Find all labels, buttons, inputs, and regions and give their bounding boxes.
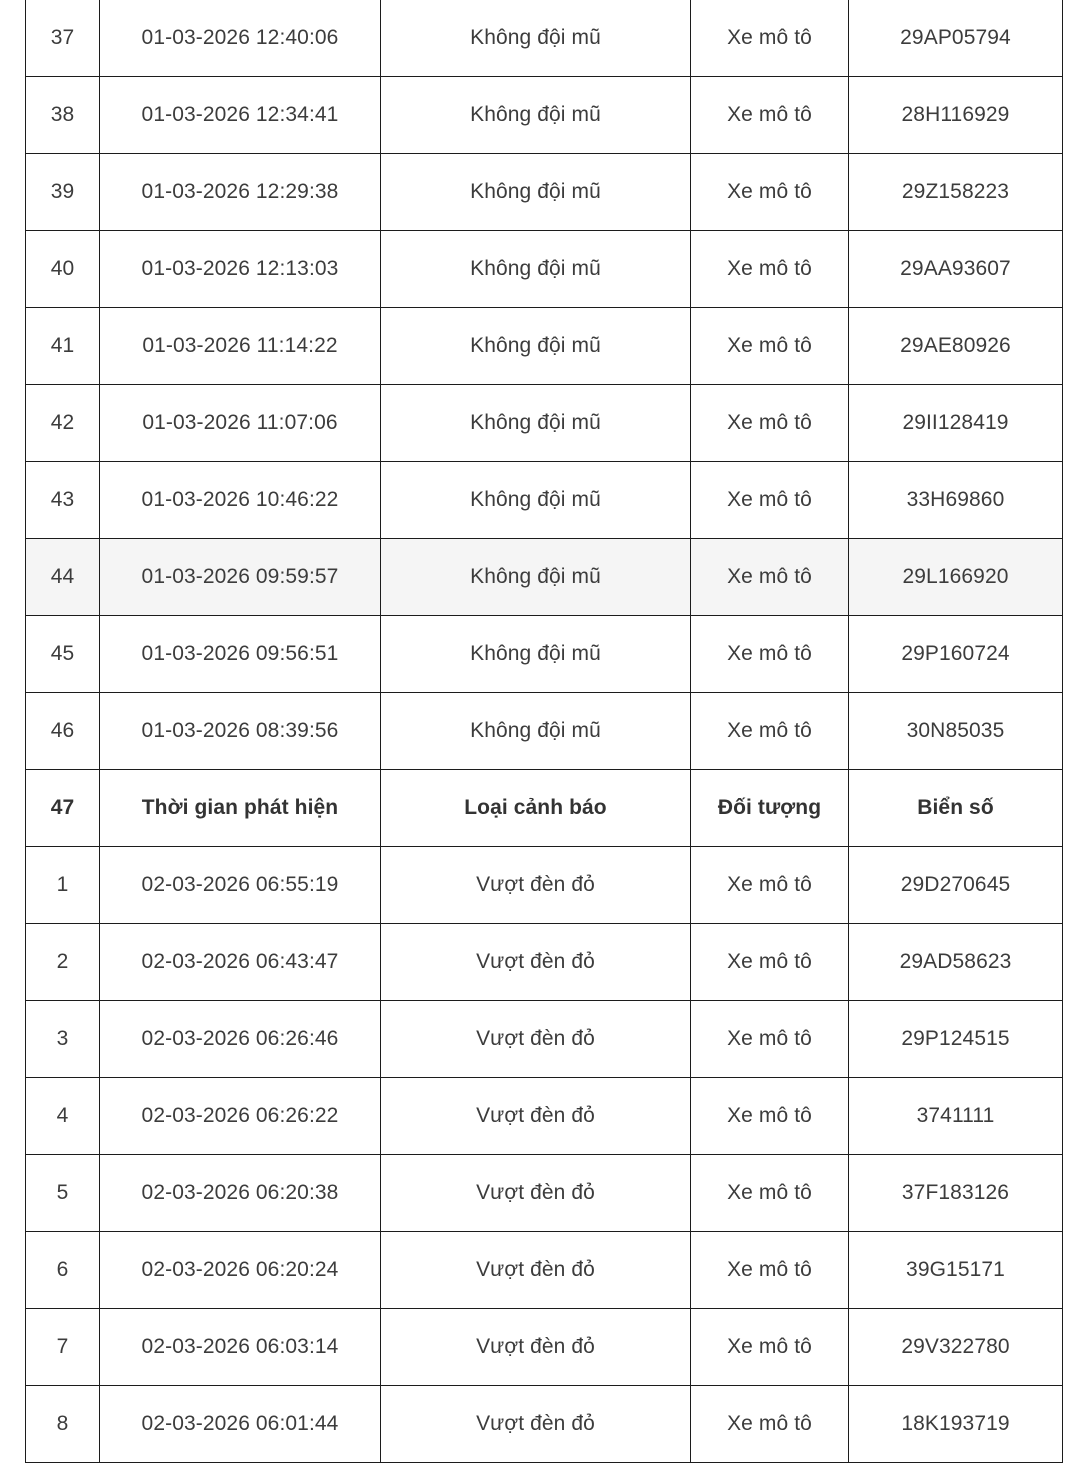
cell-type: Vượt đèn đỏ [381, 1232, 691, 1309]
table-row[interactable] [26, 154, 1063, 231]
cell-stt: 41 [26, 308, 100, 385]
cell-type: Không đội mũ [381, 539, 691, 616]
cell-plate: 29AD58623 [849, 924, 1063, 1001]
cell-plate: 30N85035 [849, 693, 1063, 770]
table-row[interactable] [26, 1386, 1063, 1463]
cell-obj: Xe mô tô [691, 1386, 849, 1463]
cell-time: 01-03-2026 09:56:51 [100, 616, 381, 693]
cell-time: 01-03-2026 12:13:03 [100, 231, 381, 308]
table-row[interactable] [26, 0, 1063, 77]
cell-stt: 8 [26, 1386, 100, 1463]
cell-time: 02-03-2026 06:26:22 [100, 1078, 381, 1155]
cell-plate: 29AA93607 [849, 231, 1063, 308]
cell-time: 01-03-2026 10:46:22 [100, 462, 381, 539]
cell-type: Vượt đèn đỏ [381, 1078, 691, 1155]
cell-stt: 2 [26, 924, 100, 1001]
cell-obj: Xe mô tô [691, 462, 849, 539]
cell-time: 02-03-2026 06:03:14 [100, 1309, 381, 1386]
cell-obj: Xe mô tô [691, 308, 849, 385]
cell-plate: 39G15171 [849, 1232, 1063, 1309]
cell-obj: Xe mô tô [691, 1309, 849, 1386]
table-row[interactable] [26, 1309, 1063, 1386]
cell-obj: Xe mô tô [691, 231, 849, 308]
cell-type: Vượt đèn đỏ [381, 1001, 691, 1078]
cell-time: 01-03-2026 11:14:22 [100, 308, 381, 385]
table-row[interactable] [26, 924, 1063, 1001]
cell-time: 02-03-2026 06:26:46 [100, 1001, 381, 1078]
violations-table [25, 0, 1063, 1463]
cell-plate: 29II128419 [849, 385, 1063, 462]
cell-time: 01-03-2026 11:07:06 [100, 385, 381, 462]
cell-plate: 37F183126 [849, 1155, 1063, 1232]
cell-stt: 46 [26, 693, 100, 770]
cell-stt: 47 [26, 770, 100, 847]
cell-time: 01-03-2026 12:34:41 [100, 77, 381, 154]
cell-time: Thời gian phát hiện [100, 770, 381, 847]
cell-obj: Xe mô tô [691, 154, 849, 231]
table-row[interactable] [26, 77, 1063, 154]
cell-plate: 29AE80926 [849, 308, 1063, 385]
cell-type: Vượt đèn đỏ [381, 1155, 691, 1232]
cell-time: 01-03-2026 09:59:57 [100, 539, 381, 616]
cell-type: Không đội mũ [381, 154, 691, 231]
cell-type: Không đội mũ [381, 462, 691, 539]
cell-stt: 7 [26, 1309, 100, 1386]
cell-stt: 1 [26, 847, 100, 924]
table-row[interactable] [26, 308, 1063, 385]
cell-obj: Xe mô tô [691, 539, 849, 616]
cell-type: Không đội mũ [381, 0, 691, 77]
table-row[interactable] [26, 847, 1063, 924]
cell-plate: 18K193719 [849, 1386, 1063, 1463]
cell-type: Không đội mũ [381, 693, 691, 770]
cell-obj: Xe mô tô [691, 616, 849, 693]
cell-time: 02-03-2026 06:01:44 [100, 1386, 381, 1463]
cell-stt: 5 [26, 1155, 100, 1232]
cell-plate: 29P124515 [849, 1001, 1063, 1078]
table-header-row[interactable] [26, 770, 1063, 847]
table-viewport [25, 0, 1062, 1463]
cell-obj: Xe mô tô [691, 77, 849, 154]
cell-plate: 29Z158223 [849, 154, 1063, 231]
cell-plate: 29D270645 [849, 847, 1063, 924]
cell-type: Vượt đèn đỏ [381, 847, 691, 924]
cell-stt: 40 [26, 231, 100, 308]
cell-plate: 28H116929 [849, 77, 1063, 154]
cell-type: Không đội mũ [381, 616, 691, 693]
cell-stt: 6 [26, 1232, 100, 1309]
cell-type: Vượt đèn đỏ [381, 924, 691, 1001]
cell-obj: Đối tượng [691, 770, 849, 847]
table-row[interactable] [26, 616, 1063, 693]
cell-type: Không đội mũ [381, 308, 691, 385]
cell-stt: 45 [26, 616, 100, 693]
cell-stt: 3 [26, 1001, 100, 1078]
cell-time: 02-03-2026 06:20:24 [100, 1232, 381, 1309]
cell-plate: Biển số [849, 770, 1063, 847]
cell-obj: Xe mô tô [691, 0, 849, 77]
cell-time: 01-03-2026 12:29:38 [100, 154, 381, 231]
cell-time: 01-03-2026 08:39:56 [100, 693, 381, 770]
cell-time: 02-03-2026 06:20:38 [100, 1155, 381, 1232]
cell-type: Vượt đèn đỏ [381, 1309, 691, 1386]
cell-type: Không đội mũ [381, 231, 691, 308]
cell-stt: 43 [26, 462, 100, 539]
cell-type: Không đội mũ [381, 77, 691, 154]
cell-obj: Xe mô tô [691, 1078, 849, 1155]
cell-obj: Xe mô tô [691, 924, 849, 1001]
cell-stt: 42 [26, 385, 100, 462]
cell-stt: 44 [26, 539, 100, 616]
cell-obj: Xe mô tô [691, 1001, 849, 1078]
cell-plate: 29V322780 [849, 1309, 1063, 1386]
cell-plate: 3741111 [849, 1078, 1063, 1155]
cell-obj: Xe mô tô [691, 385, 849, 462]
table-row[interactable] [26, 1155, 1063, 1232]
cell-stt: 38 [26, 77, 100, 154]
cell-time: 01-03-2026 12:40:06 [100, 0, 381, 77]
cell-stt: 4 [26, 1078, 100, 1155]
cell-time: 02-03-2026 06:55:19 [100, 847, 381, 924]
cell-plate: 29L166920 [849, 539, 1063, 616]
cell-obj: Xe mô tô [691, 1155, 849, 1232]
cell-plate: 29AP05794 [849, 0, 1063, 77]
table-row[interactable] [26, 539, 1063, 616]
cell-type: Loại cảnh báo [381, 770, 691, 847]
table-row[interactable] [26, 231, 1063, 308]
cell-obj: Xe mô tô [691, 1232, 849, 1309]
cell-time: 02-03-2026 06:43:47 [100, 924, 381, 1001]
cell-plate: 29P160724 [849, 616, 1063, 693]
table-row[interactable] [26, 693, 1063, 770]
table-row[interactable] [26, 462, 1063, 539]
table-row[interactable] [26, 1232, 1063, 1309]
cell-obj: Xe mô tô [691, 847, 849, 924]
table-row[interactable] [26, 385, 1063, 462]
cell-type: Không đội mũ [381, 385, 691, 462]
cell-obj: Xe mô tô [691, 693, 849, 770]
violations-table-body [26, 0, 1063, 1463]
cell-stt: 39 [26, 154, 100, 231]
cell-type: Vượt đèn đỏ [381, 1386, 691, 1463]
cell-plate: 33H69860 [849, 462, 1063, 539]
table-row[interactable] [26, 1078, 1063, 1155]
cell-stt: 37 [26, 0, 100, 77]
table-row[interactable] [26, 1001, 1063, 1078]
